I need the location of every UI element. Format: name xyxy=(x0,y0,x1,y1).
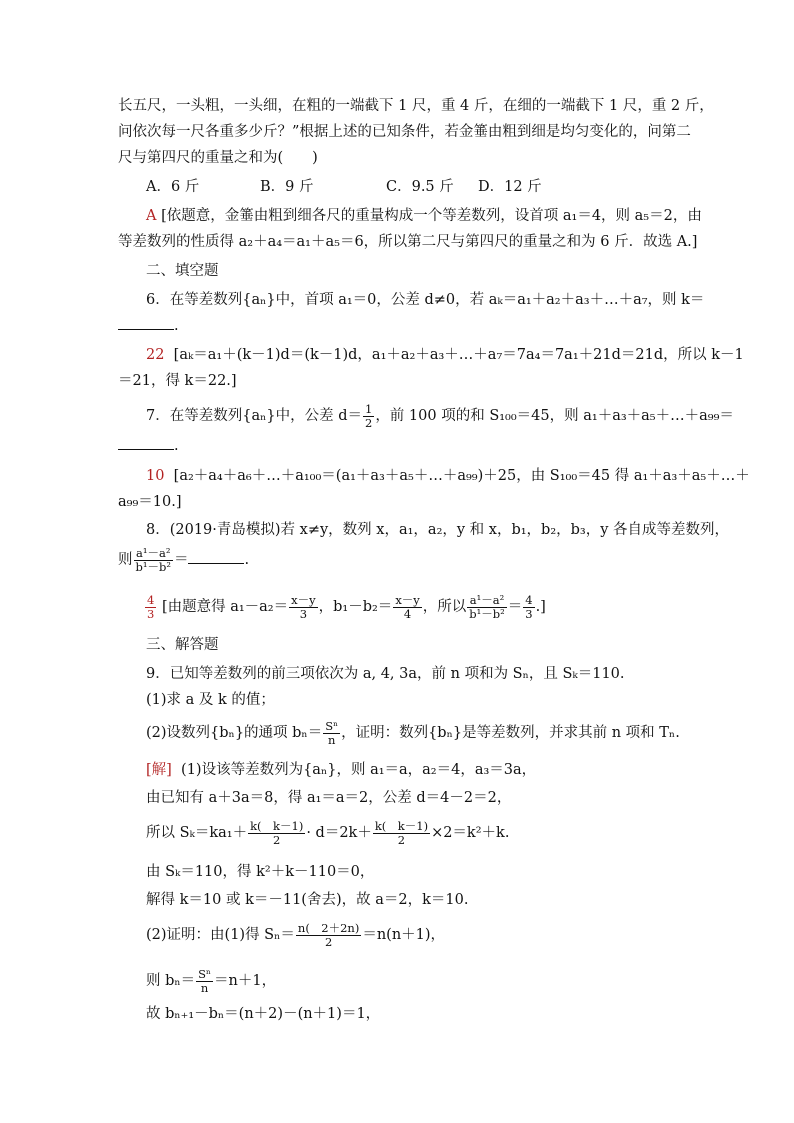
q8-sol-frac-1-num: x－y xyxy=(291,592,316,607)
intro-line-2: 问依次每一尺各重多少斤？”根据上述的已知条件，若金箠由粗到细是均匀变化的，问第二 xyxy=(118,124,691,140)
q8-answer-num: 4 xyxy=(147,592,155,607)
q9-s3-frac-1-num: k( k－1) xyxy=(250,818,304,833)
q9-part-1: (1)求 a 及 k 的值； xyxy=(146,692,275,708)
q9-s7-pre: 则 bₙ＝ xyxy=(146,973,196,989)
q9-solution-line-7 xyxy=(146,964,276,998)
q6-question: 6．在等差数列{aₙ}中，首项 a₁＝0，公差 d≠0，若 aₖ＝a₁＋a₂＋a₃＋…＋a₇，则 k＝ xyxy=(146,292,705,308)
choice-a: A．6 斤 xyxy=(146,179,200,195)
q7-answer: 10 xyxy=(146,468,165,484)
solution-label: [解] xyxy=(146,762,172,778)
q9-solution-line-5: 解得 k＝10 或 k＝－11(舍去)，故 a＝2，k＝10. xyxy=(146,892,469,908)
q9-part2-den: n xyxy=(327,732,336,747)
q5-solution-text-1: [依题意，金箠由粗到细各尺的重量构成一个等差数列，设首项 a₁＝4，则 a₅＝2，由 xyxy=(161,208,702,224)
q5-answer-letter: A xyxy=(146,208,157,224)
q7-solution-text-1: [a₂＋a₄＋a₆＋…＋a₁₀₀＝(a₁＋a₃＋a₅＋…＋a₉₉)＋25，由 S₁₀₀＝45 得 a₁＋a₃＋a₅＋…＋ xyxy=(173,468,750,484)
q5-solution-line-1 xyxy=(146,206,702,226)
intro-line-3: 尺与第四尺的重量之和为( ) xyxy=(118,150,318,166)
q5-solution-line-2: 等差数列的性质得 a₂＋a₄＝a₁＋a₅＝6，所以第二尺与第四尺的重量之和为 6 斤．故选 A.] xyxy=(118,234,698,250)
q8-answer-den: 3 xyxy=(147,606,155,621)
q9-s3-frac-2-den: 2 xyxy=(397,832,406,847)
q7-frac-num: 1 xyxy=(364,401,373,416)
q7-question xyxy=(146,401,734,431)
q9-s3-frac-1-den: 2 xyxy=(273,832,281,847)
q9-s3-mid: · d＝2k＋ xyxy=(306,825,372,841)
q6-answer-blank: . xyxy=(118,316,179,336)
q9-s6-num: n( 2＋2n) xyxy=(297,920,360,935)
choice-b: B．9 斤 xyxy=(260,179,314,195)
blank-line xyxy=(118,437,174,450)
q7-text-post: ，前 100 项的和 S₁₀₀＝45，则 a₁＋a₃＋a₅＋…＋a₉₉＝ xyxy=(375,408,734,424)
q9-solution-line-8: 故 bₙ₊₁－bₙ＝(n＋2)－(n＋1)＝1， xyxy=(146,1006,381,1022)
q9-part2-post: ，证明：数列{bₙ}是等差数列，并求其前 n 项和 Tₙ. xyxy=(341,725,680,741)
choice-d: D．12 斤 xyxy=(478,179,542,195)
q9-s3-frac-2-num: k( k－1) xyxy=(374,818,429,833)
q7-fraction xyxy=(363,403,374,430)
q7-text-pre: 7．在等差数列{aₙ}中，公差 d＝ xyxy=(146,408,362,424)
q8-sol-eq: ＝ xyxy=(507,599,523,615)
q9-solution-line-6 xyxy=(146,918,445,952)
q8-sol-frac-3 xyxy=(467,594,506,621)
q7-answer-blank: . xyxy=(118,436,179,456)
q8-sol-end: .] xyxy=(535,599,546,615)
q9-s3-frac-1 xyxy=(248,820,305,847)
q6-solution-line-1 xyxy=(146,345,744,365)
q6-solution-line-2: ＝21，得 k＝22.] xyxy=(118,373,237,389)
blank-line xyxy=(118,317,174,330)
q6-answer: 22 xyxy=(146,347,165,363)
q9-solution-line-4: 由 Sₖ＝110，得 k²＋k－110＝0， xyxy=(146,864,375,880)
q9-s3-pre: 所以 Sₖ＝ka₁＋ xyxy=(146,825,248,841)
q8-question-line-2: 则 $\frac{\text{a¹－a²}}{\text{b¹－b²}}$ ＝ . xyxy=(118,545,250,574)
q8-sol-mid: ，b₁－b₂＝ xyxy=(318,599,393,615)
q8-sol-mid2: ，所以 xyxy=(422,599,467,615)
q8-frac-num: a¹－a² xyxy=(134,547,173,561)
q8-sol-frac-2-den: 4 xyxy=(403,606,412,621)
q9-s7-den: n xyxy=(200,980,209,995)
q8-sol-pre: [由题意得 a₁－a₂＝ xyxy=(161,599,289,615)
q9-s6-fraction xyxy=(296,922,361,949)
q8-answer-fraction xyxy=(145,594,156,621)
q9-s6-post: ＝n(n＋1)， xyxy=(362,927,446,943)
q8-sol-frac-1 xyxy=(289,594,317,621)
q8-sol-frac-3-num: a¹－a² xyxy=(467,594,506,608)
q9-s7-post: ＝n＋1， xyxy=(214,973,277,989)
q9-s3-frac-2 xyxy=(373,820,430,847)
q8-sol-frac-1-den: 3 xyxy=(299,606,308,621)
q9-question-line-1: 9．已知等差数列的前三项依次为 a, 4, 3a，前 n 项和为 Sₙ，且 Sₖ＝110. xyxy=(146,666,625,682)
q8-sol-frac-2-num: x－y xyxy=(395,592,420,607)
q7-frac-den: 2 xyxy=(364,415,373,430)
q6-solution-text-1: [aₖ＝a₁＋(k－1)d＝(k－1)d，a₁＋a₂＋a₃＋…＋a₇＝7a₄＝7a₁＋21d＝21d，所以 k－1 xyxy=(173,347,744,363)
q9-solution-line-3 xyxy=(146,816,509,850)
q9-part2-num: Sⁿ xyxy=(325,718,339,733)
q7-solution-line-2: a₉₉＝10.] xyxy=(118,494,182,510)
q8-sol-frac-4 xyxy=(523,594,534,621)
q9-solution-text-1: (1)设该等差数列为{aₙ}，则 a₁＝a，a₂＝4，a₃＝3a， xyxy=(181,762,537,778)
q9-part-2 xyxy=(146,718,680,748)
q9-solution-line-2: 由已知有 a＋3a＝8，得 a₁＝a＝2，公差 d＝4－2＝2， xyxy=(146,790,512,806)
q8-text-post: ＝ xyxy=(173,552,189,568)
section-fill-in-heading: 二、填空题 xyxy=(146,263,219,279)
choice-c: C．9.5 斤 xyxy=(386,179,454,195)
q8-text-pre: 则 xyxy=(118,552,133,568)
q9-s6-den: 2 xyxy=(324,934,333,949)
q8-sol-frac-3-den: b¹－b² xyxy=(469,606,505,621)
intro-line-1: 长五尺，一头粗，一头细，在粗的一端截下 1 尺，重 4 斤，在细的一端截下 1 尺，重 2 斤， xyxy=(118,98,714,114)
section-answer-heading: 三、解答题 xyxy=(146,637,219,653)
blank-line xyxy=(188,551,244,564)
q9-s7-num: Sⁿ xyxy=(198,966,212,981)
q8-solution-line xyxy=(144,590,546,624)
q8-question-line-1: 8．(2019·青岛模拟)若 x≠y，数列 x，a₁，a₂，y 和 x，b₁，b₂，b₃，y 各自成等差数列， xyxy=(146,522,730,538)
q8-frac-den: b¹－b² xyxy=(135,559,171,574)
q9-s3-post: ×2＝k²＋k. xyxy=(431,825,510,841)
q9-s7-fraction xyxy=(196,968,213,995)
q9-solution-line-1 xyxy=(146,760,536,780)
q8-sol-frac-2 xyxy=(393,594,421,621)
q8-fraction xyxy=(134,547,173,574)
q8-sol-frac-4-num: 4 xyxy=(525,592,533,607)
q9-part2-pre: (2)设数列{bₙ}的通项 bₙ＝ xyxy=(146,725,323,741)
q8-sol-frac-4-den: 3 xyxy=(525,606,533,621)
q9-part2-fraction xyxy=(323,720,340,747)
q7-solution-line-1 xyxy=(146,466,750,486)
q9-s6-pre: (2)证明：由(1)得 Sₙ＝ xyxy=(146,927,295,943)
